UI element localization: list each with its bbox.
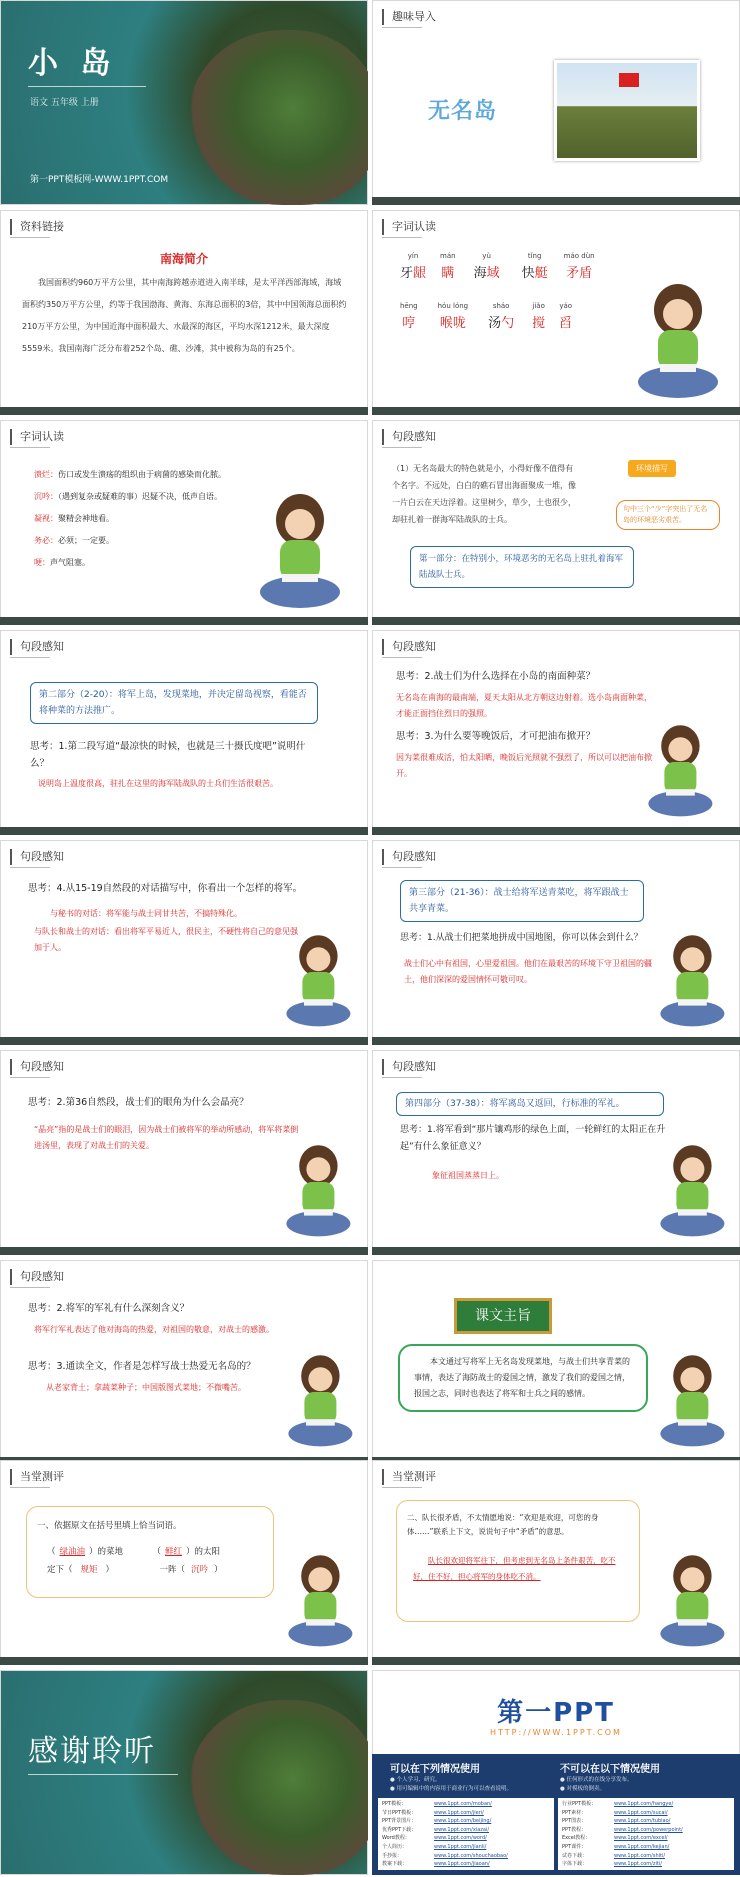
resource-link[interactable]: 手抄报： www.1ppt.com/shouchaobao/ (382, 1852, 508, 1859)
slide-section-4 (372, 1050, 740, 1255)
slide-glossary (0, 420, 368, 625)
slide-footer (372, 827, 740, 835)
glossary-item: 溃烂：伤口或发生溃疡的组织由于病菌的感染而化脓。 (34, 470, 226, 479)
slide-section-3 (372, 840, 740, 1045)
question: 思考：2.战士们为什么选择在小岛的南面种菜？ (396, 671, 596, 682)
quiz-question: 二、队长很矛盾，不太情愿地说：“欢迎是欢迎，可您的身体……”联系上下文，说说句子中“矛盾”的意思。 (407, 1513, 599, 1536)
pinyin-word (438, 302, 469, 331)
slide-header: 趣味导入 (382, 9, 436, 25)
slide-intro (372, 0, 740, 205)
answer: 无名岛在南海的最南端，夏天太阳从北方朝这边射着。选小岛南面种菜，才能正面挡住烈日的强照。 (396, 693, 652, 718)
slide-header: 当堂测评 (10, 1469, 64, 1485)
slide-section-4b (0, 1260, 368, 1465)
quiz-question: 一、依据原文在括号里填上恰当词语。 (37, 1521, 182, 1531)
quiz-line-1: （ 绿油油 ）的菜地 （ 鲜红 ）的太阳 (47, 1547, 220, 1557)
divider (28, 1774, 178, 1775)
answer: 与队长和战士的对话：看出将军平易近人，很民主，不硬性将自己的意见强加于人。 (34, 927, 298, 952)
brand-logo: 第一PPT (497, 1698, 615, 1728)
can-use-list (390, 1776, 512, 1794)
slide-section-2 (0, 630, 368, 835)
license-item: ● 个人学习、研究。 (390, 1777, 441, 1783)
question: 思考：2.将军的军礼有什么深刻含义？ (28, 1303, 190, 1314)
slide-quiz-1 (0, 1460, 368, 1665)
answer: 从老家背土；拿蔬菜种子；中国版图式菜地；不微嘴苦。 (46, 1383, 246, 1392)
resource-link[interactable]: PPT素材： www.1ppt.com/sucai/ (562, 1809, 668, 1816)
question: 思考：1.第二段写道“最凉快的时候，也就是三十摄氏度吧”说明什么？ (30, 741, 306, 769)
question: 思考：3.为什么要等晚饭后，才可把油布掀开？ (396, 731, 596, 742)
slide-section-2c (0, 840, 368, 1045)
girl-illustration (282, 1552, 358, 1656)
resource-link[interactable]: Excel教程： www.1ppt.com/excel/ (562, 1835, 668, 1842)
answer-blank: 绿油油 (59, 1547, 86, 1557)
slide-footer (0, 407, 368, 415)
glossary-item: 务必：必须；一定要。 (34, 536, 114, 545)
divider (28, 86, 146, 87)
pinyin-word (400, 302, 418, 331)
slide-footer (372, 617, 740, 625)
summary-box: 第四部分（37-38）：将军离岛又返回，行标准的军礼。 (396, 1092, 664, 1116)
section-title: 南海简介 (159, 252, 208, 266)
slide-footer (0, 1657, 368, 1665)
slide-thanks (0, 1670, 368, 1875)
word-row (400, 252, 595, 281)
summary-box: 第三部分（21-36）：战士给将军送青菜吃，将军跟战士共享青菜。 (400, 880, 644, 922)
slide-words (372, 210, 740, 415)
cover-title: 小 岛 (28, 46, 117, 81)
slide-license (372, 1670, 740, 1875)
answer: 说明岛上温度很高，驻扎在这里的海军陆战队的士兵们生活很艰苦。 (38, 779, 278, 788)
slide-header: 句段感知 (382, 849, 436, 865)
question: 思考：2.第36自然段，战士们的眼角为什么会晶亮？ (28, 1097, 249, 1108)
can-use-title: 可以在下列情况使用 (390, 1764, 480, 1775)
environment-tag: 环境描写 (628, 460, 676, 477)
island-photo (188, 30, 368, 205)
hanzi: 海域 (473, 266, 500, 281)
hanzi: 瞒 (441, 266, 455, 281)
slide-header: 字词认读 (10, 429, 64, 445)
slide-header: 句段感知 (382, 1059, 436, 1075)
flag-icon (619, 73, 639, 87)
pinyin: yáo (559, 302, 573, 310)
girl-illustration (642, 722, 718, 826)
slide-material (0, 210, 368, 415)
resource-link[interactable]: PPT课件： www.1ppt.com/kejian/ (562, 1843, 670, 1850)
resource-link[interactable]: PPT教程： www.1ppt.com/powerpoint/ (562, 1826, 683, 1833)
answer: 与秘书的对话：将军能与战士同甘共苦，不搞特殊化。 (50, 909, 242, 918)
slide-header: 句段感知 (10, 639, 64, 655)
pinyin-word (488, 302, 514, 331)
cannot-use-title: 不可以在以下情况使用 (560, 1764, 660, 1775)
slide-section-1 (372, 420, 740, 625)
slide-header: 当堂测评 (382, 1469, 436, 1485)
quiz-answer: 队长很欢迎将军往下，但考虑到无名岛上条件艰苦，吃不好，住不好，担心将军的身体吃不消。 (413, 1556, 616, 1581)
slide-quiz-2 (372, 1460, 740, 1665)
girl-illustration (280, 932, 356, 1036)
resource-link[interactable]: PPT模板： www.1ppt.com/moban/ (382, 1801, 492, 1807)
resource-link[interactable]: PPT背景图片： www.1ppt.com/beijing/ (382, 1818, 492, 1825)
soldiers-photo (554, 60, 700, 161)
summary-box: 第二部分（2-20）：将军上岛，发现菜地，并决定留岛视察，看能否将种菜的方法推广。 (30, 682, 318, 724)
quiz-line-2: 定下（ 规矩 ） 一阵（ 沉吟 ） (47, 1565, 223, 1575)
answer-blank: 规矩 (80, 1565, 98, 1575)
pinyin-word (440, 252, 456, 281)
pinyin: jiǎo (532, 302, 545, 310)
slide-footer (372, 197, 740, 205)
resource-link[interactable]: 字体下载： www.1ppt.com/ziti/ (562, 1861, 662, 1868)
answer: “晶亮”指的是战士们的眼泪，因为战士们被将军的举动所感动，将军将菜倒进汤里，表现了对战士们的关爱。 (34, 1125, 299, 1150)
paragraph: （1）无名岛最大的特色就是小，小得好像不值得有个名字。不远处，白白的礁石冒出海面聚成一堆，像一片白云在天边浮着。这里树少，草少，土也很少，却驻扎着一群海军陆战队的士兵。 (392, 464, 576, 524)
license-panel (372, 1754, 740, 1875)
pinyin: hóu lóng (437, 302, 469, 310)
pinyin-word (564, 252, 595, 281)
slide-header: 字词认读 (382, 219, 436, 235)
question: 思考：3.通读全文，作者是怎样写战士热爱无名岛的？ (28, 1361, 256, 1372)
slide-header: 句段感知 (382, 429, 436, 445)
pinyin: tǐng (527, 252, 542, 260)
slide-section-2b (372, 630, 740, 835)
slide-theme (372, 1260, 740, 1465)
hanzi: 搅 (532, 316, 546, 331)
slide-footer (0, 1247, 368, 1255)
hanzi: 舀 (559, 316, 573, 331)
pinyin-word (400, 252, 426, 281)
hanzi: 汤勺 (488, 316, 515, 331)
brand-url: HTTP://WWW.1PPT.COM (490, 1728, 622, 1737)
slide-footer (0, 617, 368, 625)
girl-illustration (282, 1352, 358, 1456)
answer: 战士们心中有祖国，心里爱祖国。他们在最艰苦的环境下守卫祖国的疆土，他们深深的爱国情怀可敬可叹。 (404, 959, 652, 984)
answer: 将军行军礼表达了他对海岛的热爱，对祖国的敬意，对战士的感激。 (34, 1325, 274, 1334)
pinyin-word (559, 302, 572, 331)
answer-blank: 鲜红 (164, 1547, 182, 1557)
question: 思考：4.从15-19自然段的对话描写中，你看出一个怎样的将军。 (28, 883, 303, 894)
theme-badge: 课文主旨 (454, 1298, 552, 1334)
resource-link[interactable]: Word教程： www.1ppt.com/word/ (382, 1835, 487, 1842)
title-word: 无名岛 (428, 99, 498, 124)
question: 思考：1.将军看到“那片镶鸡形的绿色上面，一轮鲜红的太阳正在升起”有什么象征意义？ (400, 1125, 666, 1152)
pinyin-word (474, 252, 500, 281)
girl-illustration (252, 490, 347, 620)
answer: 因为菜很难成活，怕太阳晒，晚饭后光照就不强烈了，所以可以把油布掀开。 (396, 753, 652, 778)
resource-link[interactable]: 个人简历： www.1ppt.com/jianli/ (382, 1843, 487, 1850)
note-box: 句中三个“少”字突出了无名岛的环境恶劣艰苦。 (616, 500, 720, 530)
summary-box: 第一部分：在特别小，环境恶劣的无名岛上驻扎着海军陆战队士兵。 (410, 546, 634, 588)
girl-illustration (654, 1552, 730, 1656)
girl-illustration (654, 1352, 730, 1456)
quiz-box (396, 1500, 640, 1622)
resource-link[interactable]: 行业PPT模板： www.1ppt.com/hangye/ (562, 1801, 674, 1807)
pinyin: máo dùn (563, 252, 595, 260)
links-left (378, 1798, 554, 1870)
license-item: ● 任何形式的在线分享发布。 (560, 1777, 633, 1783)
slide-header: 句段感知 (382, 639, 436, 655)
hanzi: 快艇 (521, 266, 548, 281)
glossary-item: 哽：声气阻塞。 (34, 558, 90, 567)
resource-link[interactable]: 节日PPT模板： www.1ppt.com/jieri/ (382, 1809, 484, 1816)
pinyin: hēng (400, 302, 418, 310)
island-photo (188, 1700, 368, 1875)
paragraph: 我国面积约960万平方公里，其中南海跨越赤道进入南半球，是太平洋西部海域，海域面积约350万平方公里，约等于我国渤海、黄海、东海总面积的3倍，其中中国领海总面积约210万平方公里，为中国近海中面积最大、水最深的海区，平均水深1212米，最大深度5559米。我国南海广泛分布着252个岛、礁、沙滩，其中被称为岛的有25个。 (22, 278, 347, 353)
slide-footer (372, 1247, 740, 1255)
slide-header: 句段感知 (10, 1059, 64, 1075)
girl-illustration (630, 280, 725, 410)
slide-footer (0, 827, 368, 835)
pinyin: yín (407, 252, 419, 260)
pinyin: mán (440, 252, 456, 260)
slide-header: 资料链接 (10, 219, 64, 235)
cover-subtitle: 语文 五年级 上册 (30, 98, 99, 108)
glossary-item: 沉吟：（遇到复杂或疑难的事）迟疑不决，低声自语。 (34, 492, 222, 501)
quiz-box (26, 1506, 274, 1598)
word-row (400, 302, 572, 331)
cover-site: 第一PPT模板网-WWW.1PPT.COM (30, 175, 169, 185)
license-item: ● 对模板的倒卖。 (560, 1786, 606, 1792)
girl-illustration (654, 932, 730, 1036)
slide-section-3b (0, 1050, 368, 1255)
answer-blank: 沉吟 (190, 1565, 208, 1575)
links-right (558, 1798, 734, 1870)
slide-header: 句段感知 (10, 849, 64, 865)
glossary-list (34, 464, 274, 574)
slide-footer (0, 1037, 368, 1045)
slide-footer (372, 1037, 740, 1045)
girl-illustration (654, 1142, 730, 1246)
pinyin-word (532, 302, 545, 331)
resource-link[interactable]: PPT图表： www.1ppt.com/tubiao/ (562, 1818, 671, 1825)
theme-box: 本文通过写将军上无名岛发现菜地，与战士们共享青菜的事情，表达了海防战士的爱国之情，激发了我们的爱国之情，报国之志，同时也表达了将军和士兵之间的感情。 (398, 1344, 648, 1412)
hanzi: 牙龈 (400, 266, 427, 281)
answer: 象征祖国蒸蒸日上。 (432, 1171, 504, 1180)
pinyin-word (522, 252, 548, 281)
slide-cover (0, 0, 368, 205)
resource-link[interactable]: 试卷下载： www.1ppt.com/shiti/ (562, 1852, 666, 1859)
thanks-title: 感谢聆听 (28, 1734, 156, 1769)
slide-footer (372, 407, 740, 415)
pinyin: sháo (492, 302, 510, 310)
slide-footer (372, 1657, 740, 1665)
resource-link[interactable]: 教案下载： www.1ppt.com/jiaoan/ (382, 1861, 490, 1868)
hanzi: 哼 (402, 316, 416, 331)
license-item: ● 用可编辑中的内容用于商业行为可以查看说明。 (390, 1786, 513, 1792)
resource-link[interactable]: 优秀PPT下载： www.1ppt.com/xiazai/ (382, 1826, 490, 1833)
slide-header: 句段感知 (10, 1269, 64, 1285)
hanzi: 矛盾 (566, 266, 593, 281)
pinyin: yù (482, 252, 491, 260)
girl-illustration (280, 1142, 356, 1246)
question: 思考：1.从战士们把菜地拼成中国地图，你可以体会到什么？ (400, 933, 643, 943)
cannot-use-list (560, 1776, 633, 1794)
glossary-item: 凝视：聚精会神地看。 (34, 514, 114, 523)
hanzi: 喉咙 (439, 316, 466, 331)
